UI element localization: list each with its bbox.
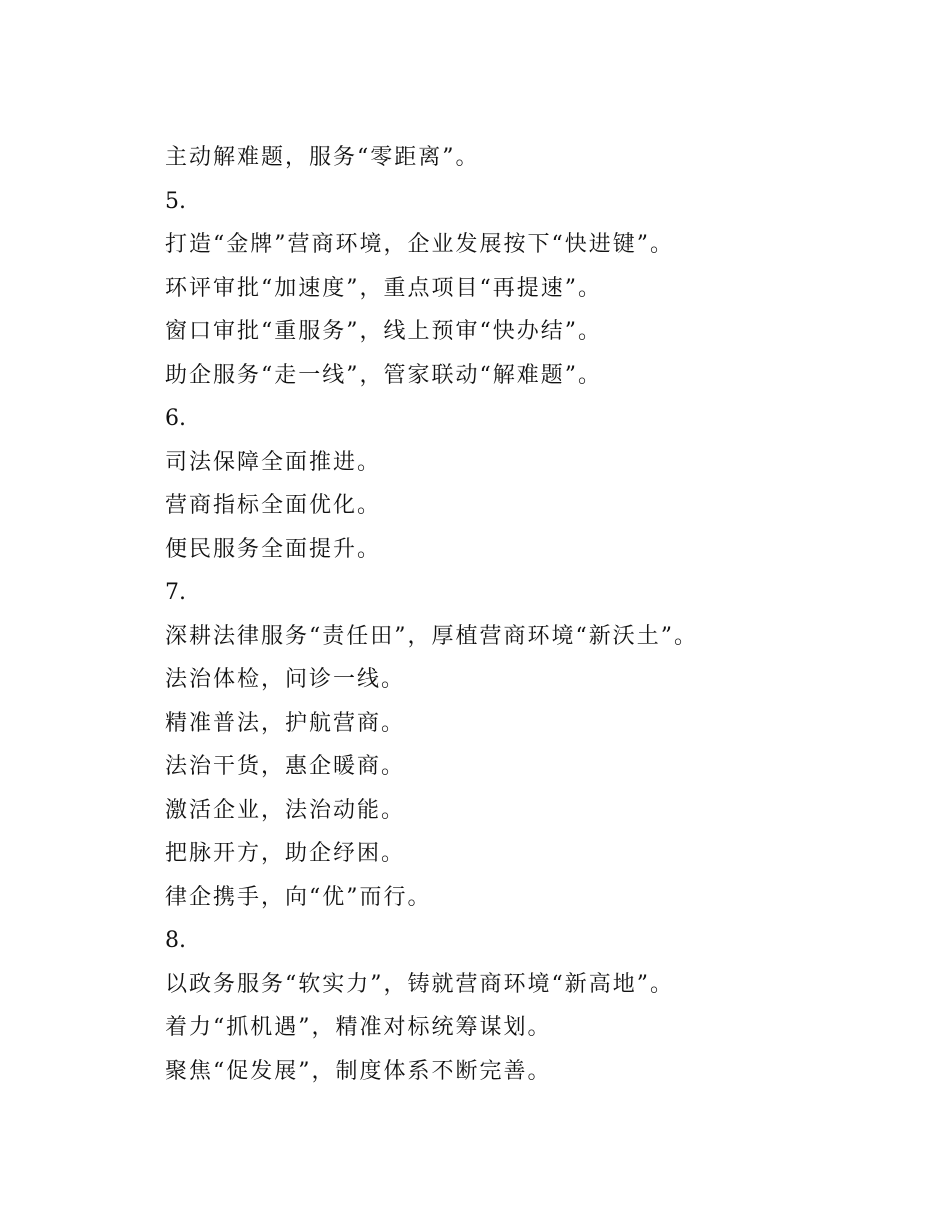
section-heading: 打造“金牌”营商环境，企业发展按下“快进键”。 [165, 232, 674, 257]
section-number: 6. [165, 406, 186, 431]
document-body [165, 136, 885, 1093]
section-number: 5. [165, 188, 186, 214]
text-line: 法治体检，问诊一线。 [165, 667, 406, 692]
text-line: 主动解难题，服务“零距离”。 [165, 145, 480, 170]
text-line: 助企服务“走一线”，管家联动“解难题”。 [165, 362, 602, 388]
text-line: 法治干货，惠企暖商。 [165, 754, 406, 779]
text-line: 着力“抓机遇”，精准对标统筹谋划。 [165, 1015, 552, 1040]
section-heading: 以政务服务“软实力”，铸就营商环境“新高地”。 [165, 971, 674, 997]
text-line: 环评审批“加速度”，重点项目“再提速”。 [165, 275, 602, 301]
section-number: 7. [165, 580, 186, 605]
text-line: 把脉开方，助企纾困。 [165, 841, 406, 866]
text-line: 窗口审批“重服务”，线上预审“快办结”。 [165, 319, 602, 344]
text-line: 便民服务全面提升。 [165, 536, 382, 562]
text-line: 司法保障全面推进。 [165, 449, 382, 475]
text-line: 激活企业，法治动能。 [165, 797, 406, 823]
text-line: 律企携手，向“优”而行。 [165, 884, 432, 910]
text-line: 精准普法，护航营商。 [165, 710, 406, 736]
section-heading: 深耕法律服务“责任田”，厚植营商环境“新沃土”。 [165, 623, 698, 649]
section-number: 8. [165, 928, 186, 953]
text-line: 营商指标全面优化。 [165, 493, 382, 518]
text-line: 聚焦“促发展”，制度体系不断完善。 [165, 1058, 552, 1084]
